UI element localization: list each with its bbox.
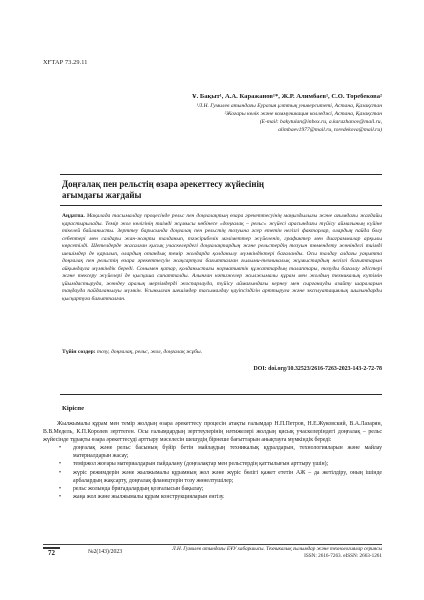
article-title bbox=[62, 179, 362, 201]
affiliation-email-line: (E-mail: bakytulan@inbox.ru, a.karazhanov@mail.ru, bbox=[259, 118, 382, 125]
keywords bbox=[62, 349, 382, 357]
abstract-text: Мақалада тасымалдау процесінде рельс пен доңғалақтың өзара әрекеттесуінің маңыздылығы және ағымдағы жағдайы қарастырылады. Темір жол көлігінің тиімді жұмысы көбінесе «доңғалақ – рельс» жүйесі арасындағы түйісу аймағының күйіне тікелей байланысты. Зерттеу барысында доңғалақ пен рельстің тозуына әсер ететін негізгі факторлар, олардың пайда болу себептері мен салдары жан-жақты талданып, тәжірибелік мәліметтер жүйеленіп, графиктер мен диаграммалар арқылы көрсетілді. Шетелдерде жасалған қисық учаскелердегі доңғалақтардың және рельстердің тозуын төмендету жөніндегі тиімді шешімдер де қаралып, олардың отандық темір жолдарда қолданылу мүмкіндіктері бағаланды. Осы талдау алдағы уақытта доңғалақ пен рельстің өзара әрекеттесуін жақсартуға бағытталған ғылыми-техникалық жұмыстардың негізгі бағыттарын айқындауға мүмкіндік береді. Сонымен қатар, қолданыстағы нормативтік құжаттардың талаптары, тозуды бағалау әдістері және тексеру жүйелері де қысқаша сипатталды. Алынған нәтижелер жылжымалы құрам мен жолдың техникалық күтімін ұйымдастыруда, жөндеу аралық мерзімдерді жоспарлауда, түйісу аймағындағы кернеу мен сырғанауды азайту шараларын таңдауда пайдаланылуы мүмкін. Ұсынылған шешімдер тасымалдау қауіпсіздігін арттыруға және эксплуатациялық шығындарды қысқартуға бағытталған. bbox=[62, 213, 383, 303]
page-number: 72 bbox=[43, 547, 60, 557]
abstract-label: Аңдатпа. bbox=[62, 213, 85, 219]
classification-code: ХҒТАР 73.29.11 bbox=[43, 59, 88, 66]
list-item: • жаңа жол және жылжымалы құрам конструкцияларын енгізу. bbox=[43, 493, 382, 501]
author-list: Ұ. Бақыт¹, А.А. Каражанов¹*, Ж.Р. Алимбаев¹, С.О. Торебекова² bbox=[191, 93, 382, 100]
list-item: • жүріс режимдерін және жылжымалы құрамның жол және жүріс бөлігі қажет ететін АЖ – да жетілдіру, оның ішінде арбалардың жақсарту, доңғалақ фланецтерін тозу жөнелтушілер; bbox=[43, 469, 382, 485]
abstract bbox=[62, 213, 382, 304]
affiliation-line: ²Жоғары көлік және коммуникация колледжі, Астана, Қазақстан bbox=[224, 110, 382, 117]
title-line: ағымдағы жағдайы bbox=[62, 190, 142, 200]
section-rule bbox=[60, 394, 382, 395]
affiliation-line: ¹Л.Н. Гумилев атындағы Еуразия ұлттық университеті, Астана, Қазақстан bbox=[196, 103, 382, 109]
doi: DOI: doi.org/10.32523/2616-7263-2023-143-2-72-78 bbox=[253, 366, 382, 372]
section-heading: Кіріспе bbox=[62, 405, 85, 412]
list-item: • теміржол жоғары материалдарын пайдалану (доңғалақтар мен рельстердің қаттылығын арттыру үшін); bbox=[43, 460, 382, 468]
journal-issn: ISSN: 2616-7263. eISSN: 2663-1261 bbox=[304, 553, 382, 560]
list-item: • доңғалақ және рельс басының бүйір бетін майлаудың техникалық құралдарын, технологияларын және майлау материалдарын жасау; bbox=[43, 444, 382, 460]
title-top-rule bbox=[60, 174, 382, 175]
bullet-list bbox=[43, 444, 382, 501]
keywords-text: тозу, доңғалақ, рельс, жол, доңғалақ жұбы. bbox=[97, 349, 203, 355]
affiliations bbox=[43, 103, 382, 135]
affiliation-email-line: alimbaev1977@mail.ru, toredekova@mail.ru) bbox=[278, 126, 382, 133]
list-item: • рельс жолында бригадалардың қозғалысын бақылау; bbox=[43, 485, 382, 493]
keywords-label: Түйін сөздер: bbox=[62, 349, 96, 355]
issue-number: №2(143)/2023 bbox=[88, 549, 123, 555]
title-bottom-rule bbox=[60, 205, 382, 206]
body-text bbox=[43, 420, 382, 501]
footer-rule bbox=[43, 544, 382, 545]
journal-name: Л.Н. Гумилев атындағы ЕҰУ хабаршысы. Техникалық ғылымдар және технологиялар сериясы bbox=[172, 546, 382, 552]
intro-paragraph: Жылжымалы құрам мен темір жолдың өзара әрекеттесу процесін атақты ғалымдар Н.П.Петров, Н.Е.Жуковский, В.А.Лазарян, В.В.Медель, К.П.Королев зерттеген. Осы ғалымдардың зерттеулерінің нәтижелері жолдың қисық учаскелеріндегі доңғалақ – рельс жүйесінде тұрақты өзара әрекеттесуді арттыру мәселесін шешудің бірнеше бағыттарын анықтауға мүмкіндік береді: bbox=[43, 421, 382, 444]
journal-info bbox=[130, 546, 382, 560]
title-line: Доңғалақ пен рельстің өзара әрекеттесу жүйесінің bbox=[62, 179, 265, 189]
